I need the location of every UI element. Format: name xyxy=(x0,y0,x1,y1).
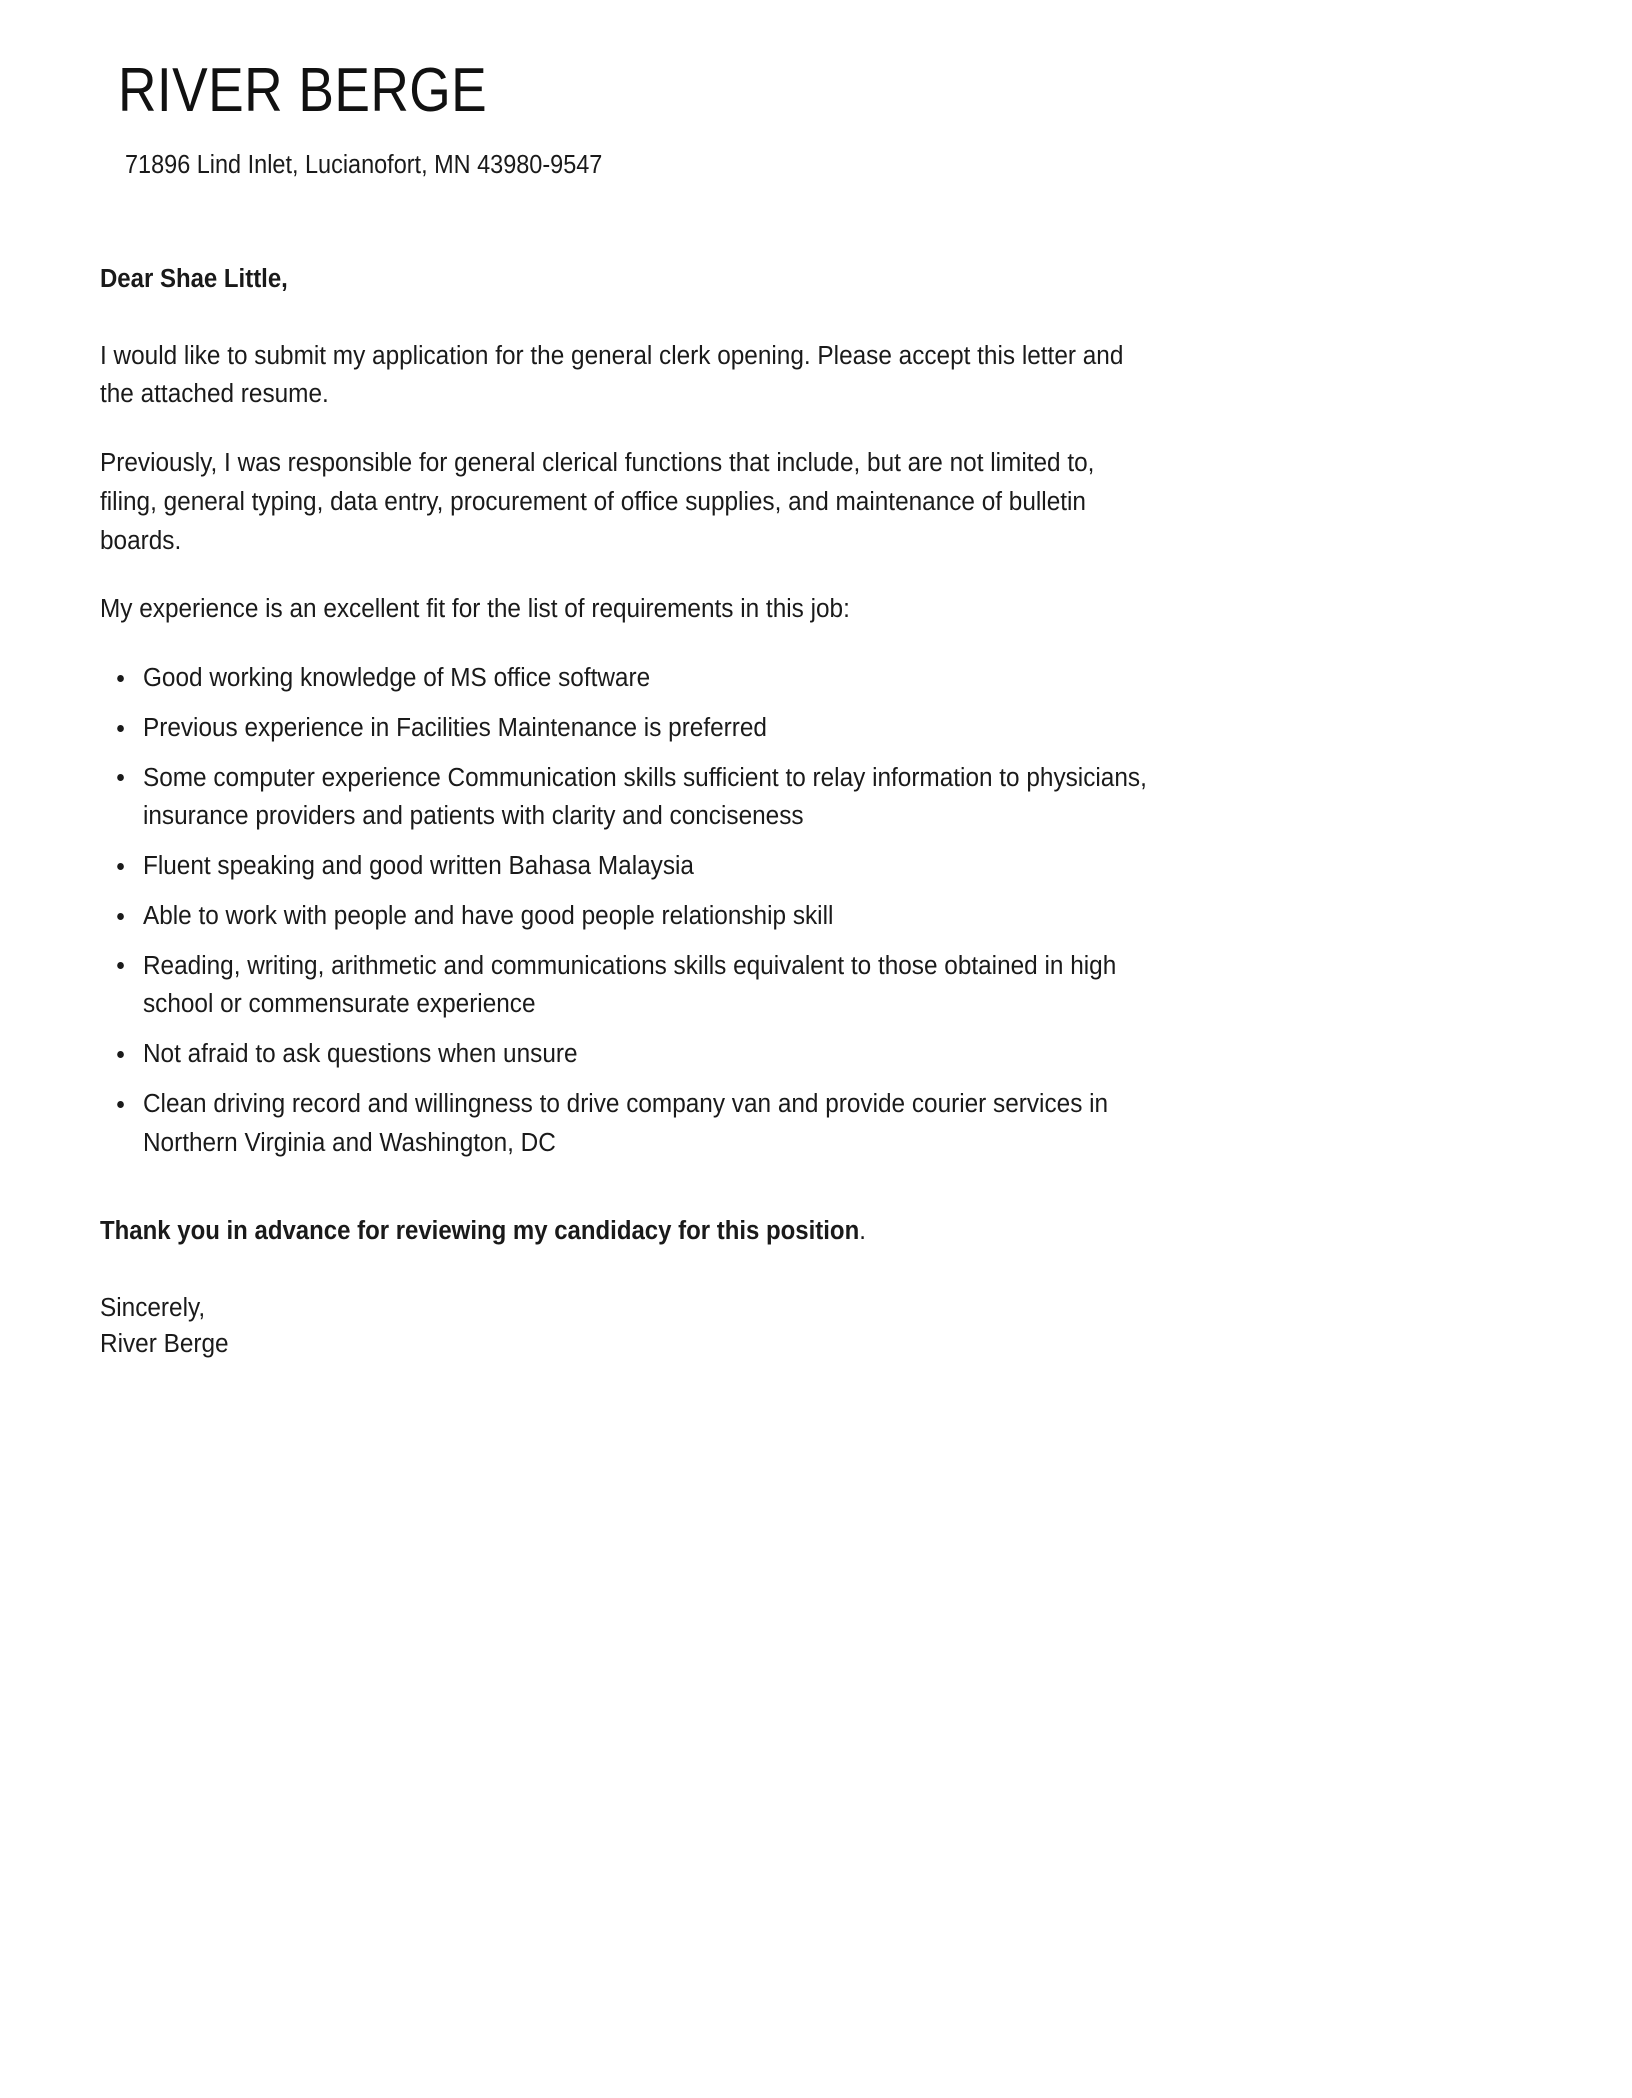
candidate-address: 71896 Lind Inlet, Lucianofort, MN 43980-9547 xyxy=(125,151,603,180)
list-item-text: Able to work with people and have good people relationship skill xyxy=(142,901,834,930)
salutation: Dear Shae Little, xyxy=(100,265,288,294)
bullet-icon xyxy=(117,1051,124,1058)
bullet-icon xyxy=(117,1101,124,1108)
list-item xyxy=(100,659,1151,698)
bullet-icon xyxy=(117,913,124,920)
bullet-icon xyxy=(117,725,124,732)
list-item-text: Not afraid to ask questions when unsure xyxy=(142,1040,578,1069)
requirements-list xyxy=(100,659,1151,1162)
paragraph-intro: I would like to submit my application for the general clerk opening. Please accept this letter and the attached resume. xyxy=(100,341,1124,409)
paragraph-requirements-lead: My experience is an excellent fit for the list of requirements in this job: xyxy=(100,595,850,624)
thank-you-period: . xyxy=(859,1217,866,1246)
list-item xyxy=(100,759,1151,837)
letter-body xyxy=(100,262,1430,1362)
list-item-text: Some computer experience Communication skills sufficient to relay information to physicians, insurance providers and patients with clarity and conciseness xyxy=(142,763,1147,831)
paragraph-experience: Previously, I was responsible for general clerical functions that include, but are not limited to, filing, general typing, data entry, procurement of office supplies, and maintenance of bulletin boards. xyxy=(100,449,1095,555)
list-item xyxy=(100,897,1151,936)
list-item xyxy=(100,847,1151,886)
bullet-icon xyxy=(117,774,124,781)
signoff-name: River Berge xyxy=(100,1330,229,1359)
list-item-text: Good working knowledge of MS office software xyxy=(142,664,651,693)
bullet-icon xyxy=(117,675,124,682)
list-item xyxy=(100,1085,1151,1163)
page-title: RIVER BERGE xyxy=(118,56,488,125)
list-item-text: Reading, writing, arithmetic and communications skills equivalent to those obtained in high school or commensurate experience xyxy=(142,951,1117,1019)
signature-block xyxy=(100,1290,1370,1362)
list-item xyxy=(100,1035,1151,1074)
thank-you-text: Thank you in advance for reviewing my candidacy for this position xyxy=(100,1217,860,1246)
signoff-closing: Sincerely, xyxy=(100,1294,206,1323)
list-item-text: Previous experience in Facilities Maintenance is preferred xyxy=(142,713,767,742)
bullet-icon xyxy=(117,863,124,870)
list-item xyxy=(100,947,1151,1025)
thank-you-line xyxy=(100,1214,1350,1250)
bullet-icon xyxy=(117,962,124,969)
letterhead xyxy=(100,0,1532,182)
list-item xyxy=(100,709,1151,748)
letter-content xyxy=(100,0,1532,1363)
list-item-text: Clean driving record and willingness to drive company van and provide courier services in Northern Virginia and Washington, DC xyxy=(142,1089,1109,1157)
list-item-text: Fluent speaking and good written Bahasa Malaysia xyxy=(142,852,694,881)
